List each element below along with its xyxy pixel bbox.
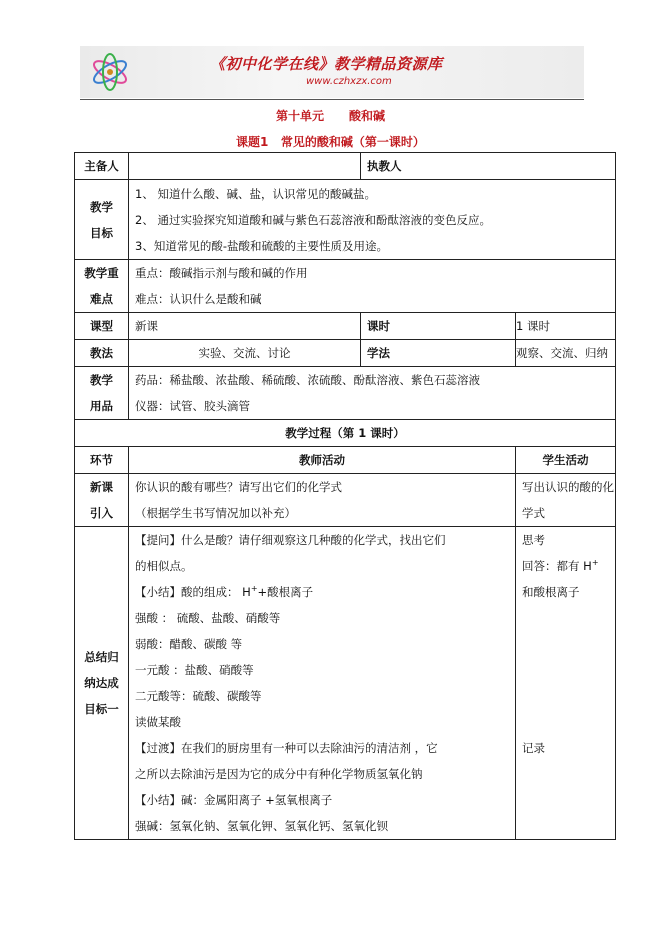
process-title: 教学过程（第 1 课时） [75, 420, 616, 447]
teach-method-value: 实验、交流、讨论 [129, 340, 361, 367]
banner-url[interactable]: www.czhxzx.com [306, 76, 392, 87]
teacher-row [75, 153, 616, 180]
header-divider [80, 99, 584, 100]
executor-label: 执教人 [367, 159, 402, 173]
student-answer-2: 和酸根离子 [522, 585, 580, 599]
material-item: 仪器：试管、胶头滴管 [135, 399, 250, 413]
summary-line: 强碱：氢氧化钠、氢氧化钾、氢氧化钙、氢氧化钡 [135, 819, 388, 833]
process-header-row [75, 447, 616, 474]
banner-title: 《初中化学在线》教学精品资源库 [210, 55, 443, 73]
materials-label: 教学 用品 [75, 367, 129, 420]
main-preparer-value [129, 153, 361, 180]
summary-student-activity [516, 527, 616, 840]
material-item: 药品：稀盐酸、浓盐酸、稀硫酸、浓硫酸、酚酞溶液、紫色石蕊溶液 [135, 373, 480, 387]
intro-stage-label: 新课 引入 [75, 474, 129, 527]
stage-header: 环节 [75, 447, 129, 474]
goals-label: 教学 目标 [75, 180, 129, 260]
materials-row [75, 367, 616, 420]
intro-student-activity: 写出认识的酸的化 学式 [516, 474, 616, 527]
period-value: 1 课时 [516, 313, 616, 340]
goal-item: 1、 知道什么酸、碱、盐，认识常见的酸碱盐。 [135, 186, 376, 201]
summary-line: 一元酸 ：盐酸、硝酸等 [135, 663, 254, 677]
learn-method-label: 学法 [361, 340, 516, 367]
key-point-item: 难点：认识什么是酸和碱 [135, 292, 262, 306]
summary-line: 二元酸等：硫酸、碳酸等 [135, 689, 262, 703]
materials-content [129, 367, 616, 420]
summary-line: 弱酸：醋酸、碳酸 等 [135, 637, 243, 651]
summary-line: 强酸 ： 硫酸、盐酸、硝酸等 [135, 611, 281, 625]
key-points-row [75, 260, 616, 313]
summary-teacher-activity [129, 527, 516, 840]
goal-item: 3、知道常见的酸-盐酸和硫酸的主要性质及用途。 [135, 238, 388, 253]
lesson-plan-table [74, 152, 616, 840]
goals-row [75, 180, 616, 260]
header-banner [80, 46, 584, 98]
summary-row [75, 527, 616, 840]
student-answer: 回答：都有 H+ [522, 558, 599, 573]
key-points-content [129, 260, 616, 313]
methods-row [75, 340, 616, 367]
goals-content [129, 180, 616, 260]
process-title-row [75, 420, 616, 447]
lesson-title: 课题1 常见的酸和碱（第一课时） [236, 135, 425, 149]
lesson-type-label: 课型 [75, 313, 129, 340]
atom-logo-icon [88, 50, 132, 94]
summary-line: 【小结】碱：金属阳离子 +氢氧根离子 [135, 793, 333, 807]
summary-line: 【提问】什么是酸？请仔细观察这几种酸的化学式，找出它们 [135, 533, 446, 547]
key-points-label: 教学重 难点 [75, 260, 129, 313]
teacher-activity-header: 教师活动 [129, 447, 516, 474]
intro-teacher-activity: 你认识的酸有哪些？请写出它们的化学式 （根据学生书写情况加以补充） [129, 474, 516, 527]
learn-method-value: 观察、交流、归纳 [516, 340, 616, 367]
summary-line: 【过渡】在我们的厨房里有一种可以去除油污的清洁剂 ，它 [135, 741, 438, 755]
lesson-type-value: 新课 [129, 313, 361, 340]
goal-item: 2、 通过实验探究知道酸和碱与紫色石蕊溶液和酚酞溶液的变色反应。 [135, 212, 491, 227]
summary-line: 之所以去除油污是因为它的成分中有种化学物质氢氧化钠 [135, 767, 423, 781]
summary-stage-label: 总结归 纳达成 目标一 [75, 527, 129, 840]
period-label: 课时 [361, 313, 516, 340]
lesson-type-row [75, 313, 616, 340]
summary-line: 的相似点。 [135, 559, 193, 573]
key-point-item: 重点：酸碱指示剂与酸和碱的作用 [135, 266, 308, 280]
summary-line: 读做某酸 [135, 715, 181, 729]
executor-cell [361, 153, 616, 180]
intro-row [75, 474, 616, 527]
unit-title: 第十单元 酸和碱 [275, 109, 386, 123]
student-activity-header: 学生活动 [516, 447, 616, 474]
student-think: 思考 [522, 533, 545, 547]
summary-line: 【小结】酸的组成： H++酸根离子 [135, 584, 314, 599]
student-record: 记录 [522, 741, 545, 755]
teach-method-label: 教法 [75, 340, 129, 367]
main-preparer-label: 主备人 [75, 153, 129, 180]
